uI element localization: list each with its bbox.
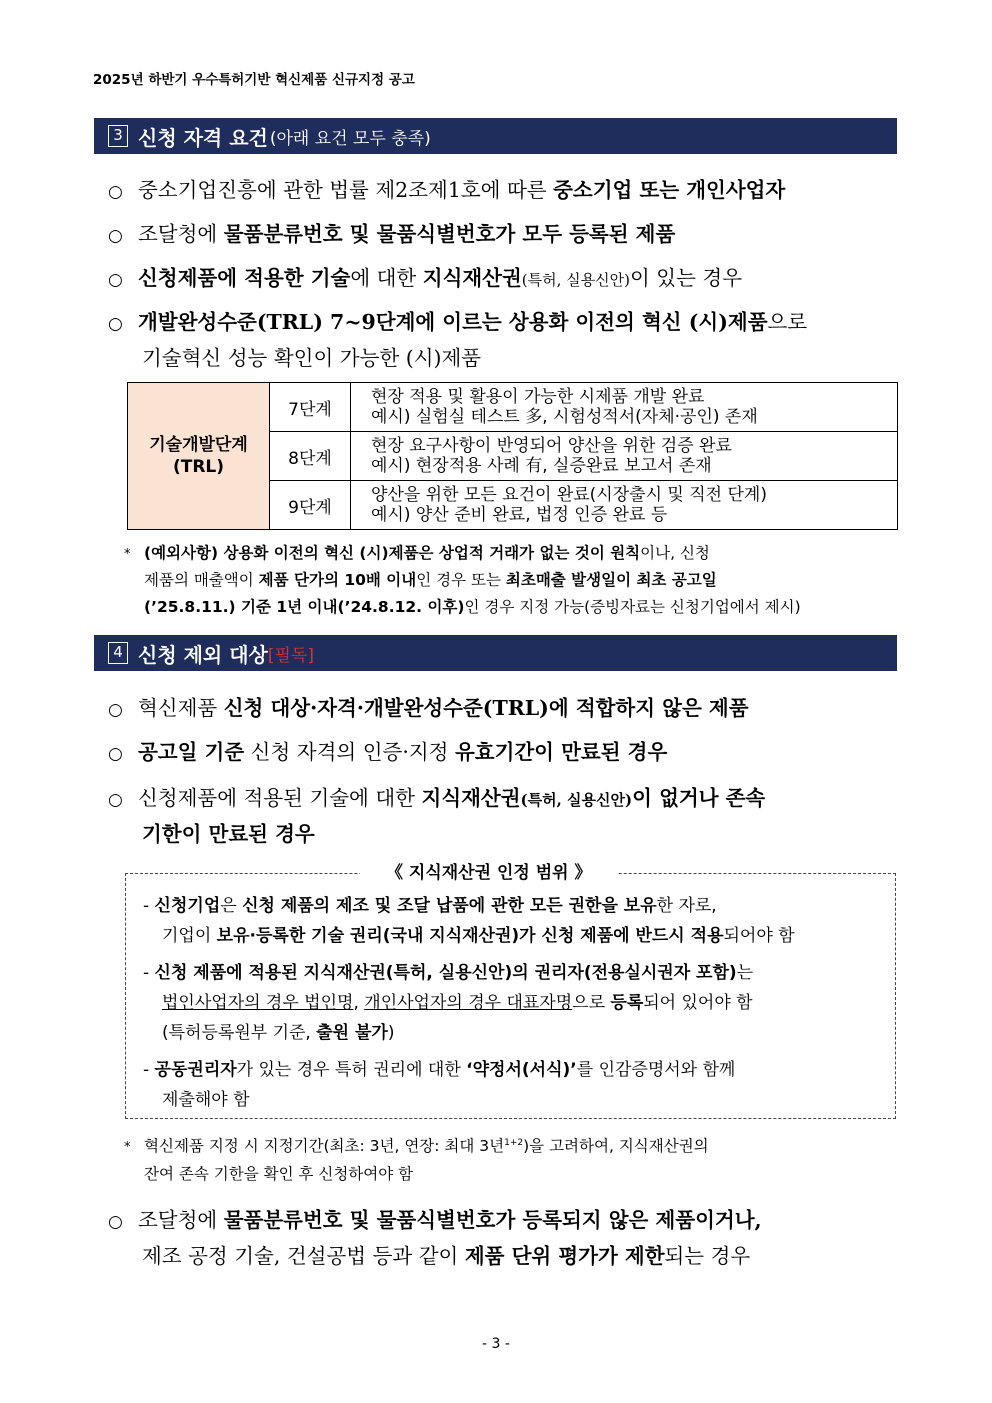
text: )을 고려하여, 지식재산권의 [523,1137,709,1156]
text-bold: 제품 단가의 10배 이내 [258,571,417,589]
text-bold: (’25.8.11.) 기준 1년 이내(’24.8.12. 이후) [144,598,465,616]
exclusion-item-continuation: 기한이 만료된 경우 [142,822,315,846]
exception-note [124,540,710,568]
trl-desc [351,432,898,481]
text: 를 인감증명서와 함께 [576,1060,736,1080]
trl-desc-line: 양산을 위한 모든 요건이 완료(시장출시 및 직전 단계) [371,485,767,505]
ip-scope-line [162,921,795,951]
exclusion-item: ○ 혁신제품 신청 대상·자격·개발완성수준(TRL)에 적합하지 않은 제품 [108,696,749,720]
ip-scope-line [162,1018,394,1048]
text: 되어야 함 [723,926,795,946]
text: 으로 [572,993,611,1013]
text-bold: 제품 단위 평가가 제한 [464,1244,665,1268]
text: 이 있는 경우 [629,266,743,290]
exception-note-line [144,567,717,594]
section-number: 3 [108,125,128,147]
exclusion-item: ○ 조달청에 물품분류번호 및 물품식별번호가 등록되지 않은 제품이거나, [108,1208,762,1232]
trl-stage: 8단계 [270,432,351,481]
text-bold: 물품분류번호 및 물품식별번호가 등록되지 않은 제품이거나, [223,1208,762,1232]
trl-label [128,383,270,530]
text: 인 경우 또는 [416,571,506,589]
superscript: 1+2 [504,1138,524,1148]
trl-desc [351,383,898,432]
text: 제품의 매출액이 [144,571,259,589]
period-note [124,1130,709,1161]
exclusion-item: ○ 신청제품에 적용된 기술에 대한 지식재산권(특허, 실용신안)이 없거나 존속 [108,786,766,810]
text: 가 있는 경우 특허 권리에 대한 [236,1060,467,1080]
text: 이나, 신청 [640,544,710,562]
text-underline: 개인사업자의 경우 대표자명 [364,993,573,1013]
text: , [353,993,365,1013]
requirement-item: ○ 조달청에 물품분류번호 및 물품식별번호가 모두 등록된 제품 [108,222,676,246]
text-bold: 지식재산권 [422,266,522,290]
document-header: 2025년 하반기 우수특허기반 혁신제품 신규지정 공고 [93,72,415,88]
text-small: (특허, 실용신안) [521,271,630,289]
text: 기업이 [162,926,217,946]
text-bold: 신청 대상·자격·개발완성수준(TRL)에 적합하지 않은 제품 [223,696,749,720]
text: 중소기업진흥에 관한 법률 제2조제1호에 따른 [138,178,554,202]
requirement-item: ○ 개발완성수준(TRL) 7~9단계에 이르는 상용화 이전의 혁신 (시)제품으로 [108,310,808,334]
trl-desc-line: 현장 요구사항이 반영되어 양산을 위한 검증 완료 [371,436,732,456]
text: 조달청에 [138,1208,224,1232]
section-3-title-bar [94,118,897,154]
text-bold: 공고일 기준 [138,740,245,764]
exclusion-item: ○ 공고일 기준 신청 자격의 인증·지정 유효기간이 만료된 경우 [108,740,668,764]
text-bold: 신청 제품에 적용된 지식재산권(특허, 실용신안)의 권리자(전용실시권자 포함) [154,963,737,983]
section-subtitle: (아래 요건 모두 충족) [269,128,431,149]
note-marker: * [124,547,131,562]
text: (특허등록원부 기준, [162,1023,317,1043]
text-bold: 공동권리자 [154,1060,237,1080]
text: ) [387,1023,395,1043]
trl-label-line1: 기술개발단계 [149,435,248,455]
requirement-item: ○ 중소기업진흥에 관한 법률 제2조제1호에 따른 중소기업 또는 개인사업자 [108,178,786,202]
text-bold: 개발완성수준(TRL) 7~9단계에 이르는 상용화 이전의 혁신 (시)제품 [138,310,768,334]
text: 신청제품에 적용된 기술에 대한 [138,786,422,810]
trl-stage: 7단계 [270,383,351,432]
must-read-badge: [필독] [267,645,314,666]
text-bold: 보유·등록한 기술 권리(국내 지식재산권)가 신청 제품에 반드시 적용 [216,926,724,946]
text: 한 자로, [656,896,717,916]
text-bold: 최초매출 발생일이 최초 공고일 [505,571,717,589]
text: 되어 있어야 함 [643,993,753,1013]
text: 인 경우 지정 가능(증빙자료는 신청기업에서 제시) [464,598,801,616]
exception-note-line [144,594,801,621]
ip-scope-line: - 공동권리자가 있는 경우 특허 권리에 대한 ‘약정서(서식)’를 인감증명서와 함께 [143,1060,736,1080]
section-4-title-bar [94,635,897,671]
text-bold: 출원 불가 [316,1023,388,1043]
text: 은 [220,896,243,916]
text: 신청 자격의 인증·지정 [244,740,455,764]
ip-scope-line: 제출해야 함 [162,1090,250,1110]
text: 조달청에 [138,222,224,246]
page-number: - 3 - [482,1336,510,1352]
requirement-item-continuation: 기술혁신 성능 확인이 가능한 (시)제품 [142,346,482,370]
trl-desc-line: 현장 적용 및 활용이 가능한 시제품 개발 완료 [371,387,705,407]
period-note-line: 잔여 존속 기한을 확인 후 신청하여야 함 [144,1165,414,1183]
text: 는 [736,963,754,983]
text-bold: 신청기업 [154,896,221,916]
text-small-bold: (특허, 실용신안) [520,791,633,809]
text: 되는 경우 [664,1244,751,1268]
ip-scope-line: - 신청 제품에 적용된 지식재산권(특허, 실용신안)의 권리자(전용실시권자 포함)는 [143,963,754,983]
section-title: 신청 자격 요건 [138,125,268,150]
exclusion-item-continuation [142,1238,750,1274]
trl-desc-line: 예시) 실험실 테스트 多, 시험성적서(자체·공인) 존재 [371,407,758,427]
text: 에 대한 [350,266,423,290]
ip-scope-line [162,988,753,1018]
text-bold: 물품분류번호 및 물품식별번호가 모두 등록된 제품 [223,222,676,246]
trl-label-line2: (TRL) [172,457,225,477]
section-number: 4 [108,642,128,664]
requirement-item: ○ 신청제품에 적용한 기술에 대한 지식재산권(특허, 실용신안)이 있는 경우 [108,266,743,290]
text-bold: 지식재산권 [421,786,521,810]
text: 으로 [767,310,808,334]
trl-desc-line: 예시) 양산 준비 완료, 법정 인증 완료 등 [371,505,668,525]
ip-scope-title: 《 지식재산권 인정 범위 》 [360,860,617,886]
trl-table [127,382,898,530]
text: 혁신제품 지정 시 지정기간(최초: 3년, 연장: 최대 3년 [144,1137,505,1156]
text-bold: 중소기업 또는 개인사업자 [553,178,786,202]
text-underline: 법인사업자의 경우 법인명 [162,993,354,1013]
text-bold: ‘약정서(서식)’ [466,1060,577,1080]
note-marker: * [124,1140,131,1156]
text-bold: 신청 제품의 제조 및 조달 납품에 관한 모든 권한을 보유 [242,896,657,916]
text-bold: 등록 [610,993,644,1013]
text-bold: 신청제품에 적용한 기술 [138,266,351,290]
trl-stage: 9단계 [270,481,351,530]
text: 제조 공정 기술, 건설공법 등과 같이 [142,1244,465,1268]
text: 혁신제품 [138,696,224,720]
text-bold: (예외사항) 상용화 이전의 혁신 (시)제품은 상업적 거래가 없는 것이 원칙 [144,544,641,562]
ip-scope-line: - 신청기업은 신청 제품의 제조 및 조달 납품에 관한 모든 권한을 보유한 자로, [143,896,717,916]
text-bold: 이 없거나 존속 [632,786,766,810]
trl-desc [351,481,898,530]
section-title: 신청 제외 대상 [138,642,268,667]
trl-desc-line: 예시) 현장적용 사례 有, 실증완료 보고서 존재 [371,456,712,476]
text-bold: 유효기간이 만료된 경우 [454,740,668,764]
